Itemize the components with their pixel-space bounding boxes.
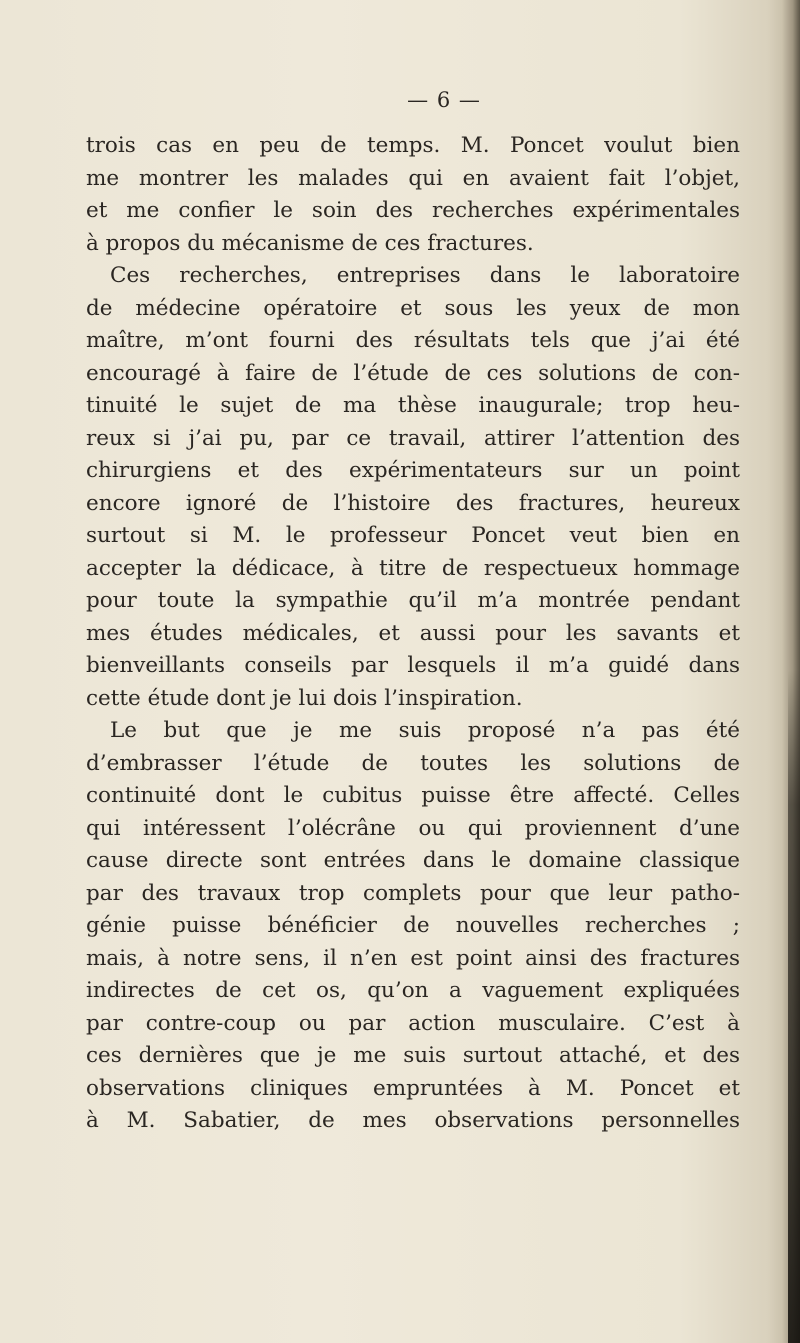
text-line: cette étude dont je lui dois l’inspiration. [86, 685, 523, 711]
text-line: mes études médicales, et aussi pour les savants et [86, 620, 740, 646]
text-line: par des travaux trop complets pour que leur patho- [86, 880, 740, 906]
text-line: à propos du mécanisme de ces fractures. [86, 230, 534, 256]
text-line: d’embrasser l’étude de toutes les solutions de [86, 750, 740, 776]
text-line: observations cliniques empruntées à M. Poncet et [86, 1075, 740, 1101]
text-line: ces dernières que je me suis surtout attaché, et des [86, 1043, 740, 1068]
text-line: reux si j’ai pu, par ce travail, attirer l’attention des [86, 425, 740, 451]
text-line: indirectes de cet os, qu’on a vaguement expliquées [86, 978, 740, 1003]
text-line: encore ignoré de l’histoire des fractures, heureux [86, 490, 740, 516]
text-line: chirurgiens et des expérimentateurs sur un point [86, 458, 740, 483]
text-line: pour toute la sympathie qu’il m’a montrée pendant [86, 588, 740, 613]
text-line: Le but que je me suis proposé n’a pas été [110, 718, 740, 743]
text-line: à M. Sabatier, de mes observations personnelles [86, 1108, 740, 1133]
text-line: me montrer les malades qui en avaient fait l’objet, [86, 165, 740, 191]
text-line: continuité dont le cubitus puisse être affecté. Celles [86, 783, 740, 808]
text-line: et me confier le soin des recherches expérimentales [86, 198, 740, 223]
text-line: par contre-coup ou par action musculaire. C’est à [86, 1010, 740, 1036]
text-line: mais, à notre sens, il n’en est point ainsi des fractures [86, 945, 740, 971]
text-line: de médecine opératoire et sous les yeux de mon [86, 295, 740, 321]
text-line: encouragé à faire de l’étude de ces solutions de con- [86, 360, 740, 386]
text-line: génie puisse bénéficier de nouvelles recherches ; [86, 913, 740, 938]
text-line: cause directe sont entrées dans le domaine classique [86, 848, 740, 873]
text-line: maître, m’ont fourni des résultats tels que j’ai été [86, 328, 740, 353]
body-text [86, 130, 740, 1138]
text-line: bienveillants conseils par lesquels il m’a guidé dans [86, 653, 740, 678]
text-line: surtout si M. le professeur Poncet veut bien en [86, 523, 740, 548]
text-line: qui intéressent l’olécrâne ou qui proviennent d’une [86, 815, 740, 841]
page-number: — 6 — [407, 88, 481, 112]
text-line: tinuité le sujet de ma thèse inaugurale; trop heu- [86, 393, 740, 418]
text-line: trois cas en peu de temps. M. Poncet voulut bien [86, 133, 740, 158]
page-edge-binding [788, 670, 800, 1343]
text-line: accepter la dédicace, à titre de respectueux hommage [86, 555, 740, 581]
text-line: Ces recherches, entreprises dans le laboratoire [110, 263, 740, 288]
